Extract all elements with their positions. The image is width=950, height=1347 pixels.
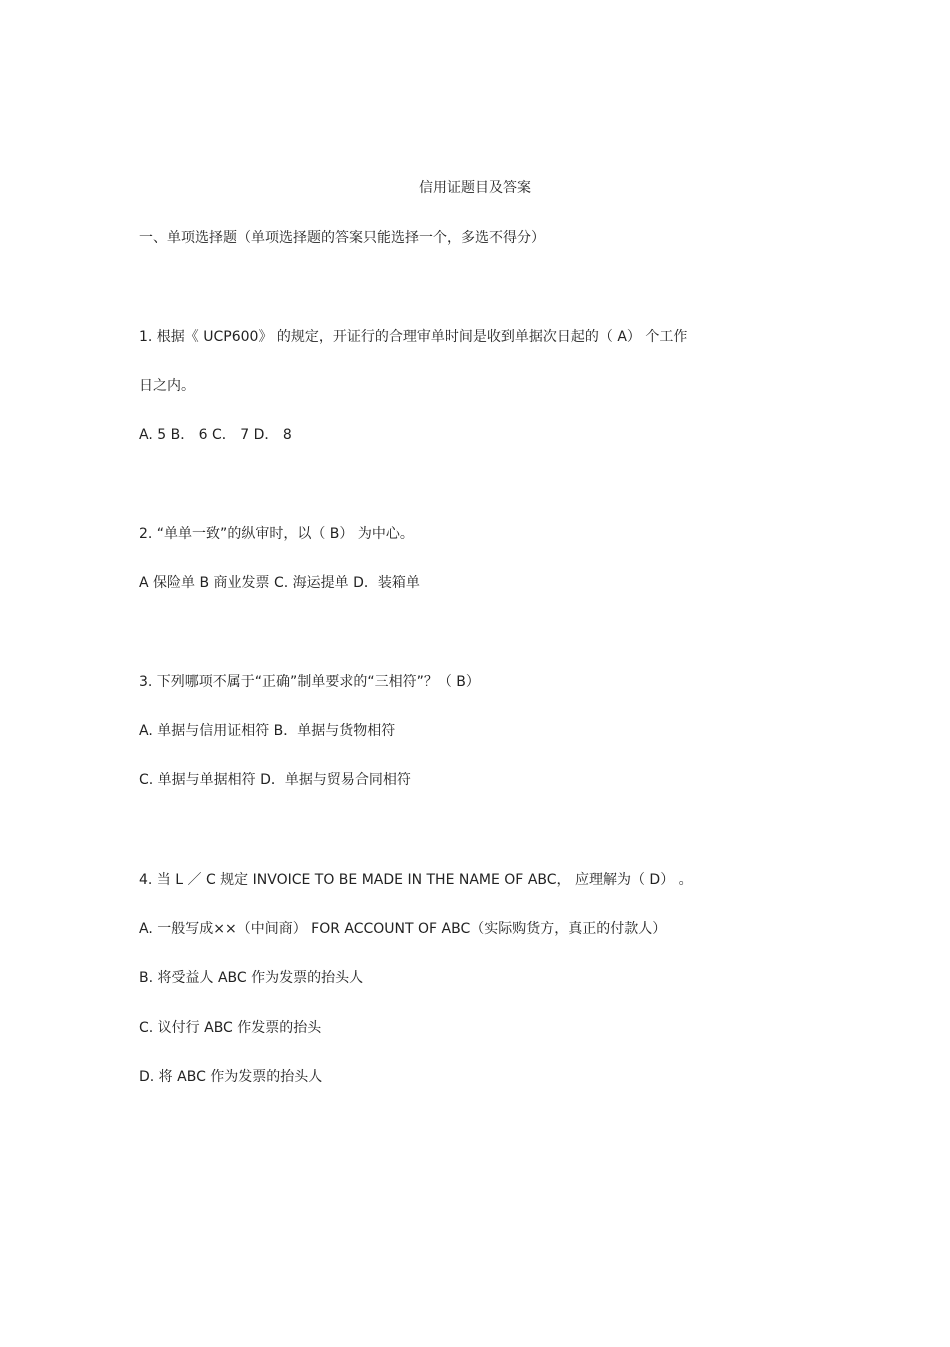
question-1-stem-line2: 日之内。 <box>139 378 195 394</box>
question-3-options-line1: A. 单据与信用证相符 B．单据与货物相符 <box>139 723 396 739</box>
question-4-option-b: B. 将受益人 ABC 作为发票的抬头人 <box>139 970 364 986</box>
question-4-option-d: D. 将 ABC 作为发票的抬头人 <box>139 1069 323 1085</box>
question-3-stem: 3. 下列哪项不属于“正确”制单要求的“三相符”？（ B） <box>139 674 480 690</box>
question-4-option-c: C. 议付行 ABC 作发票的抬头 <box>139 1020 322 1036</box>
question-4-stem: 4. 当 L ／ C 规定 INVOICE TO BE MADE IN THE NAME OF ABC， 应理解为（ D） 。 <box>139 872 693 888</box>
question-2-options: A 保险单 B 商业发票 C. 海运提单 D．装箱单 <box>139 575 420 591</box>
question-4-option-a: A. 一般写成××（中间商） FOR ACCOUNT OF ABC（实际购货方，真正的付款人） <box>139 921 667 937</box>
question-3-options-line2: C. 单据与单据相符 D．单据与贸易合同相符 <box>139 772 411 788</box>
section-heading: 一、单项选择题（单项选择题的答案只能选择一个，多选不得分） <box>139 230 545 246</box>
question-1-stem-line1: 1. 根据《 UCP600》 的规定，开证行的合理审单时间是收到单据次日起的（ A） 个工作 <box>139 329 688 345</box>
question-2-stem: 2. “单单一致”的纵审时，以（ B） 为中心。 <box>139 526 414 542</box>
document-title: 信用证题目及答案 <box>419 180 531 196</box>
question-1-options: A. 5 B． 6 C． 7 D． 8 <box>139 427 292 443</box>
